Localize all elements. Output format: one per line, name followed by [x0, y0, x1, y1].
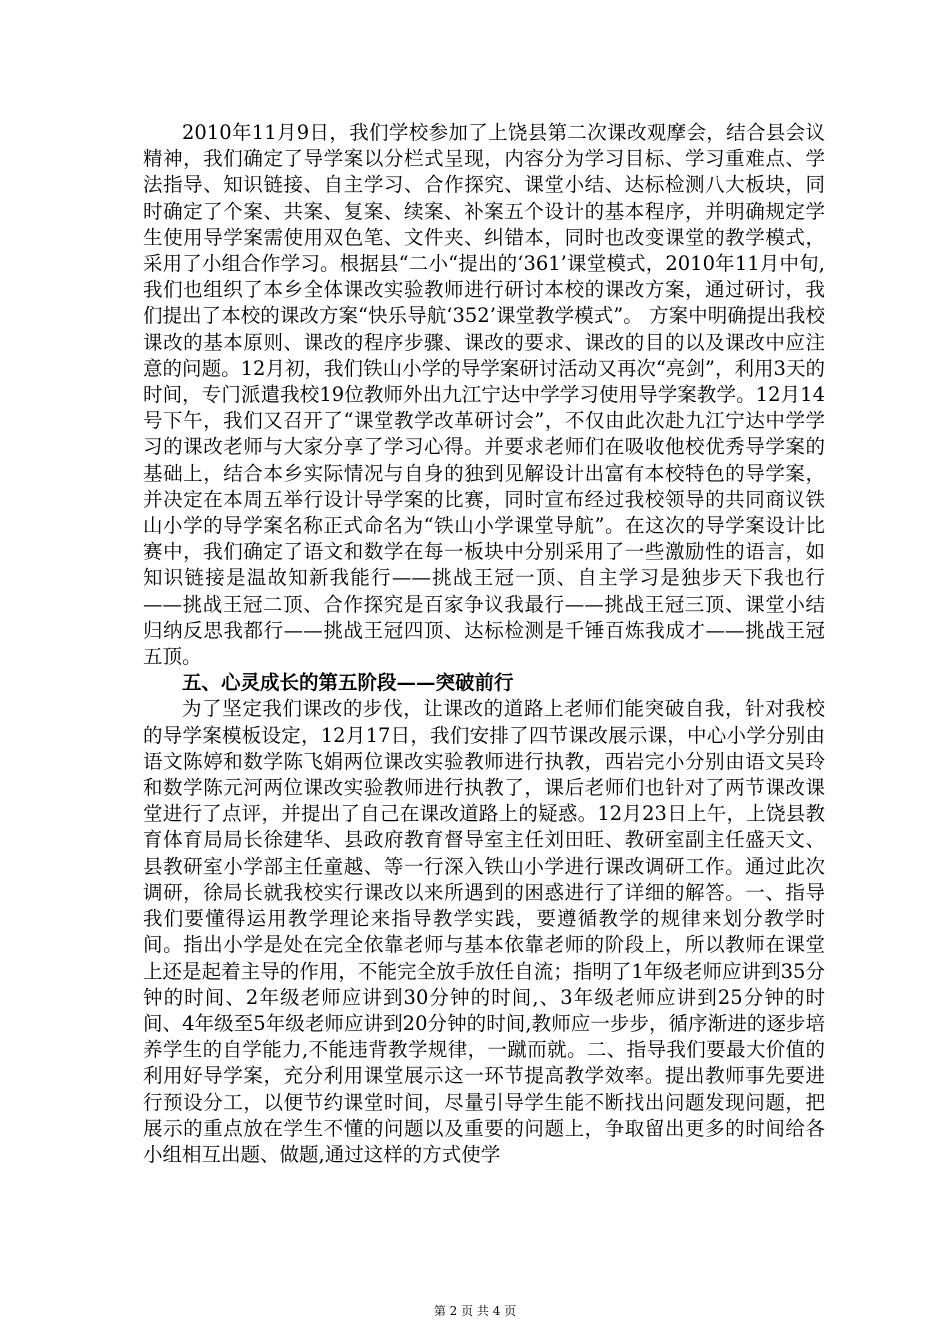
- section-heading: 五、心灵成长的第五阶段——突破前行: [182, 671, 514, 695]
- body-paragraph: 2010年11月9日，我们学校参加了上饶县第二次课改观摩会，结合县会议精神，我们确定了导学案以分栏式呈现，内容分为学习目标、学习重难点、学法指导、知识链接、自主学习、合作探究、课堂小结、达标检测八大板块，同时确定了个案、共案、复案、续案、补案五个设计的基本程序，并明确规定学生使用导学案需使用双色笔、文件夹、纠错本，同时也改变课堂的教学模式，采用了小组合作学习。根据县“二小“提出的‘361’课堂模式，2010年11月中旬,我们也组织了本乡全体课改实验教师进行研讨本校的课改方案，通过研讨，我们提出了本校的课改方案“快乐导航‘352’课堂教学模式”。 方案中明确提出我校课改的基本原则、课改的程序步骤、课改的要求、课改的目的以及课改中应注意的问题。12月初，我们铁山小学的导学案研讨活动又再次“亮剑”，利用3天的时间，专门派遣我校19位教师外出九江宁达中学学习使用导学案教学。12月14号下午，我们又召开了“课堂教学改革研讨会”，不仅由此次赴九江宁达中学学习的课改老师与大家分享了学习心得。并要求老师们在吸收他校优秀导学案的基础上，结合本乡实际情况与自身的独到见解设计出富有本校特色的导学案，并决定在本周五举行设计导学案的比赛，同时宣布经过我校领导的共同商议铁山小学的导学案名称正式命名为“铁山小学课堂导航”。在这次的导学案设计比赛中，我们确定了语文和数学在每一板块中分别采用了一些激励性的语言，如知识链接是温故知新我能行——挑战王冠一顶、自主学习是独步天下我也行——挑战王冠二顶、合作探究是百家争议我最行——挑战王冠三顶、课堂小结归纳反思我都行——挑战王冠四顶、达标检测是千锤百炼我成才——挑战王冠五顶。: [143, 121, 825, 669]
- page-footer: 第 2 页 共 4 页: [433, 1304, 517, 1318]
- body-paragraph: 为了坚定我们课改的步伐，让课改的道路上老师们能突破自我，针对我校的导学案模板设定，12月17日，我们安排了四节课改展示课，中心小学分别由语文陈婷和数学陈飞娟两位课改实验教师进行执教，西岩完小分别由语文吴玲和数学陈元河两位课改实验教师进行执教了，课后老师们也针对了两节课改课堂进行了点评，并提出了自己在课改道路上的疑惑。12月23日上午，上饶县教育体育局局长徐建华、县政府教育督导室主任刘田旺、教研室副主任盛天文、县教研室小学部主任童越、等一行深入铁山小学进行课改调研工作。通过此次调研，徐局长就我校实行课改以来所遇到的困惑进行了详细的解答。一、指导我们要懂得运用教学理论来指导教学实践，要遵循教学的规律来划分教学时间。指出小学是处在完全依靠老师与基本依靠老师的阶段上，所以教师在课堂上还是起着主导的作用，不能完全放手放任自流；指明了1年级老师应讲到35分钟的时间、2年级老师应讲到30分钟的时间,、3年级老师应讲到25分钟的时间、4年级至5年级老师应讲到20分钟的时间,教师应一步步，循序渐进的逐步培养学生的自学能力,不能违背教学规律，一蹴而就。二、指导我们要最大价值的利用好导学案，充分利用课堂展示这一环节提高教学效率。提出教师事先要进行预设分工，以便节约课堂时间，尽量引导学生能不断找出问题发现问题，把展示的重点放在学生不懂的问题以及重要的问题上，争取留出更多的时间给各小组相互出题、做题,通过这样的方式使学: [143, 697, 825, 1166]
- document-body: [143, 120, 825, 1168]
